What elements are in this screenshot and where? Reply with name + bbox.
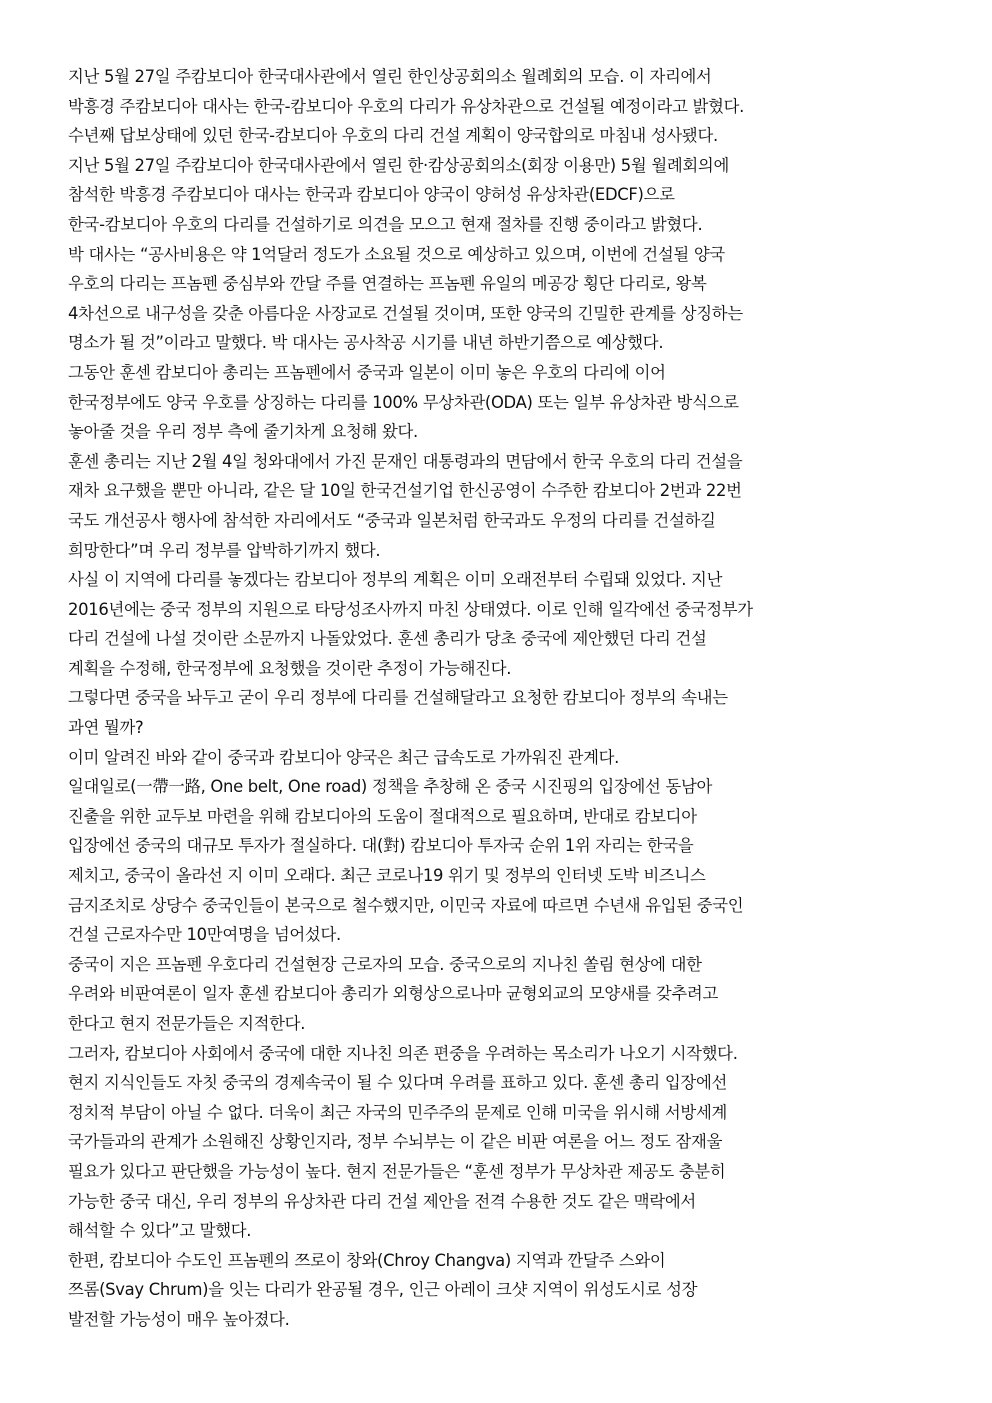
text-line: 국가들과의 관계가 소원해진 상황인지라, 정부 수뇌부는 이 같은 비판 여론을 어느 정도 잠재울 — [68, 1132, 723, 1152]
text-line: 건설 근로자수만 10만여명을 넘어섰다. — [68, 925, 341, 945]
text-line: 과연 뭘까? — [68, 718, 144, 738]
text-line: 놓아줄 것을 우리 정부 측에 줄기차게 요청해 왔다. — [68, 422, 418, 442]
text-line: 계획을 수정해, 한국정부에 요청했을 것이란 추정이 가능해진다. — [68, 658, 512, 678]
text-line: 일대일로(一帶一路, One belt, One road) 정책을 추창해 온 중국 시진핑의 입장에선 동남아 — [68, 777, 713, 797]
text-line: 그동안 훈센 캄보디아 총리는 프놈펜에서 중국과 일본이 이미 놓은 우호의 다리에 이어 — [68, 362, 666, 382]
text-line: 박 대사는 “공사비용은 약 1억달러 정도가 소요될 것으로 예상하고 있으며, 이번에 건설될 양국 — [68, 244, 725, 264]
text-line: 국도 개선공사 행사에 참석한 자리에서도 “중국과 일본처럼 한국과도 우정의 다리를 건설하길 — [68, 510, 716, 530]
text-line: 가능한 중국 대신, 우리 정부의 유상차관 다리 건설 제안을 전격 수용한 것도 같은 맥락에서 — [68, 1191, 696, 1211]
document-body — [68, 62, 928, 1335]
text-line: 명소가 될 것”이라고 말했다. 박 대사는 공사착공 시기를 내년 하반기쯤으로 예상했다. — [68, 333, 664, 353]
text-line: 현지 지식인들도 자칫 중국의 경제속국이 될 수 있다며 우려를 표하고 있다. 훈센 총리 입장에선 — [68, 1073, 728, 1093]
text-line: 발전할 가능성이 매우 높아졌다. — [68, 1309, 290, 1329]
text-line: 희망한다”며 우리 정부를 압박하기까지 했다. — [68, 540, 381, 560]
text-line: 사실 이 지역에 다리를 놓겠다는 캄보디아 정부의 계획은 이미 오래전부터 수립돼 있었다. 지난 — [68, 570, 723, 590]
text-line: 제치고, 중국이 올라선 지 이미 오래다. 최근 코로나19 위기 및 정부의 인터넷 도박 비즈니스 — [68, 866, 706, 886]
text-line: 지난 5월 27일 주캄보디아 한국대사관에서 열린 한인상공회의소 월례회의 모습. 이 자리에서 — [68, 67, 712, 86]
text-line: 지난 5월 27일 주캄보디아 한국대사관에서 열린 한·캄상공회의소(회장 이용만) 5월 월례회의에 — [68, 155, 730, 175]
text-line: 참석한 박흥경 주캄보디아 대사는 한국과 캄보디아 양국이 양허성 유상차관(EDCF)으로 — [68, 185, 675, 205]
text-line: 수년째 답보상태에 있던 한국-캄보디아 우호의 다리 건설 계획이 양국합의로 마침내 성사됐다. — [68, 126, 718, 146]
text-line: 쯔롬(Svay Chrum)을 잇는 다리가 완공될 경우, 인근 아레이 크샷 지역이 위성도시로 성장 — [68, 1280, 698, 1300]
text-line: 그렇다면 중국을 놔두고 굳이 우리 정부에 다리를 건설해달라고 요청한 캄보디아 정부의 속내는 — [68, 688, 728, 708]
text-line: 훈센 총리는 지난 2월 4일 청와대에서 가진 문재인 대통령과의 면담에서 한국 우호의 다리 건설을 — [68, 451, 743, 471]
text-line: 입장에선 중국의 대규모 투자가 절실하다. 대(對) 캄보디아 투자국 순위 1위 자리는 한국을 — [68, 836, 694, 856]
text-line: 우호의 다리는 프놈펜 중심부와 깐달 주를 연결하는 프놈펜 유일의 메공강 횡단 다리로, 왕복 — [68, 274, 707, 294]
text-line: 한국정부에도 양국 우호를 상징하는 다리를 100% 무상차관(ODA) 또는 일부 유상차관 방식으로 — [68, 392, 739, 412]
text-line: 4차선으로 내구성을 갖춘 아름다운 사장교로 건설될 것이며, 또한 양국의 긴밀한 관계를 상징하는 — [68, 303, 743, 323]
text-line: 다리 건설에 나설 것이란 소문까지 나돌았었다. 훈센 총리가 당초 중국에 제안했던 다리 건설 — [68, 629, 707, 649]
text-line: 한편, 캄보디아 수도인 프놈펜의 쯔로이 창와(Chroy Changva) 지역과 깐달주 스와이 — [68, 1250, 666, 1270]
text-line: 금지조치로 상당수 중국인들이 본국으로 철수했지만, 이민국 자료에 따르면 수년새 유입된 중국인 — [68, 895, 744, 915]
text-line: 한다고 현지 전문가들은 지적한다. — [68, 1014, 306, 1033]
text-line: 박흥경 주캄보디아 대사는 한국-캄보디아 우호의 다리가 유상차관으로 건설될 예정이라고 밝혔다. — [68, 96, 745, 116]
text-line: 필요가 있다고 판단했을 가능성이 높다. 현지 전문가들은 “훈센 정부가 무상차관 제공도 충분히 — [68, 1161, 726, 1181]
text-line: 진출을 위한 교두보 마련을 위해 캄보디아의 도움이 절대적으로 필요하며, 반대로 캄보디아 — [68, 806, 697, 826]
text-line: 해석할 수 있다”고 말했다. — [68, 1221, 252, 1241]
text-line: 2016년에는 중국 정부의 지원으로 타당성조사까지 마친 상태였다. 이로 인해 일각에선 중국정부가 — [68, 599, 753, 619]
text-line: 재차 요구했을 뿐만 아니라, 같은 달 10일 한국건설기업 한신공영이 수주한 캄보디아 2번과 22번 — [68, 481, 742, 501]
text-line: 중국이 지은 프놈펜 우호다리 건설현장 근로자의 모습. 중국으로의 지나친 쏠림 현상에 대한 — [68, 954, 702, 974]
text-line: 우려와 비판여론이 일자 훈센 캄보디아 총리가 외형상으로나마 균형외교의 모양새를 갖추려고 — [68, 984, 718, 1004]
text-line: 정치적 부담이 아닐 수 없다. 더욱이 최근 자국의 민주주의 문제로 인해 미국을 위시해 서방세계 — [68, 1102, 728, 1122]
text-line: 그러자, 캄보디아 사회에서 중국에 대한 지나친 의존 편중을 우려하는 목소리가 나오기 시작했다. — [68, 1043, 738, 1063]
text-line: 한국-캄보디아 우호의 다리를 건설하기로 의견을 모으고 현재 절차를 진행 중이라고 밝혔다. — [68, 214, 703, 234]
text-line: 이미 알려진 바와 같이 중국과 캄보디아 양국은 최근 급속도로 가까워진 관계다. — [68, 747, 620, 767]
